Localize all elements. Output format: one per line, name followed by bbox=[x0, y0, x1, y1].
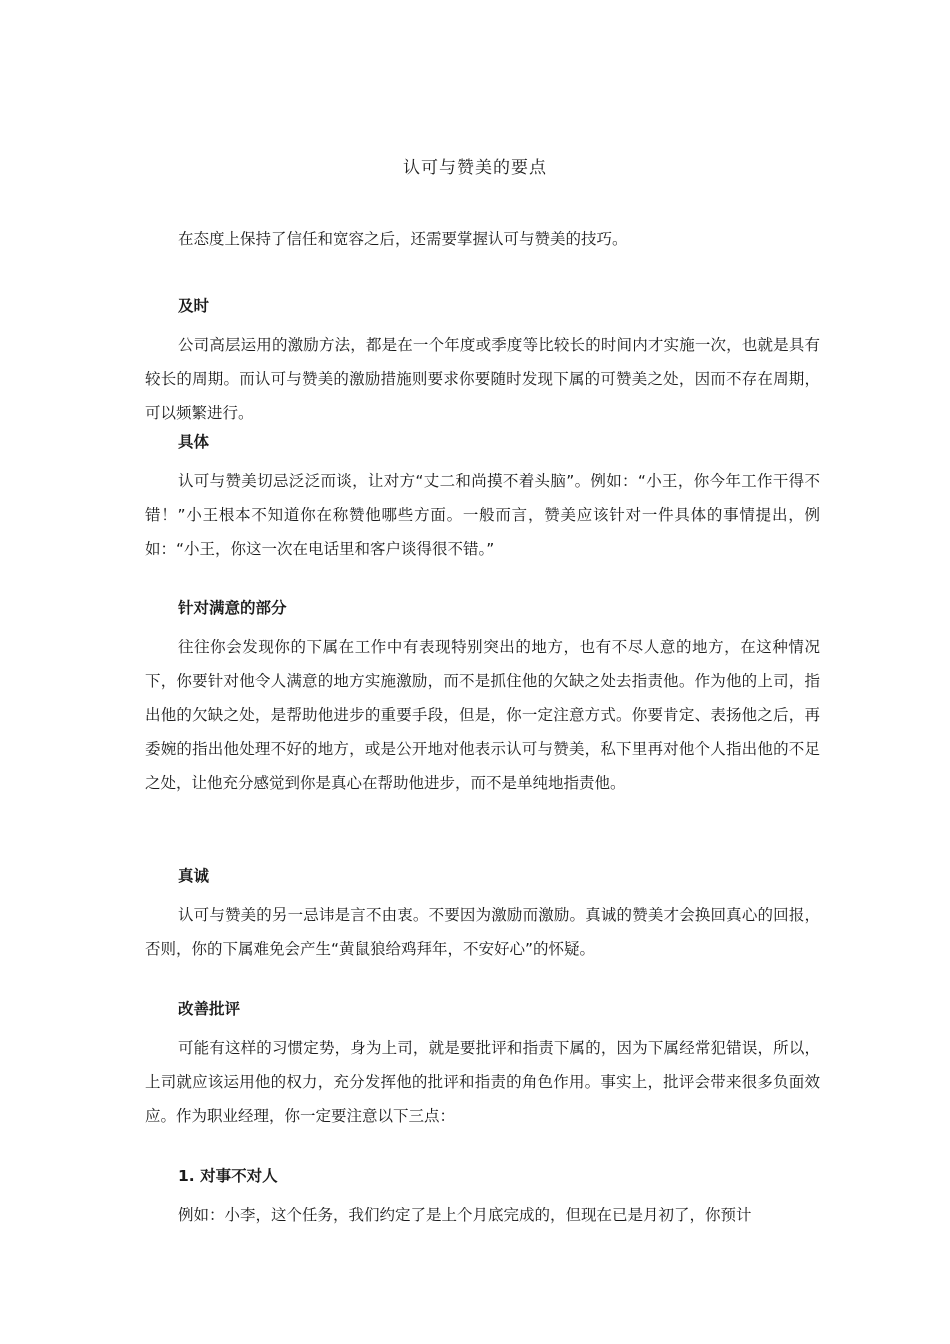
section-paragraph: 认可与赞美切忌泛泛而谈，让对方“丈二和尚摸不着头脑”。例如：“小王，你今年工作干得不错！”小王根本不知道你在称赞他哪些方面。一般而言，赞美应该针对一件具体的事情提出，例如：“小王，你这一次在电话里和客户谈得很不错。” bbox=[145, 472, 820, 558]
section-heading: 改善批评 bbox=[178, 1000, 241, 1018]
section-specific bbox=[145, 430, 820, 566]
section-paragraph: 公司高层运用的激励方法，都是在一个年度或季度等比较长的时间内才实施一次，也就是具有较长的周期。而认可与赞美的激励措施则要求你要随时发现下属的可赞美之处，因而不存在周期，可以频繁进行。 bbox=[145, 336, 820, 422]
section-satisfied-parts bbox=[145, 596, 820, 800]
section-paragraph: 例如：小李，这个任务，我们约定了是上个月底完成的，但现在已是月初了，你预计 bbox=[178, 1206, 752, 1224]
section-timely bbox=[145, 294, 820, 430]
section-heading: 及时 bbox=[178, 297, 210, 315]
section-heading: 真诚 bbox=[178, 867, 210, 885]
section-heading: 针对满意的部分 bbox=[178, 599, 287, 617]
section-improve-criticism bbox=[145, 997, 820, 1133]
section-paragraph: 往往你会发现你的下属在工作中有表现特别突出的地方，也有不尽人意的地方，在这种情况下，你要针对他令人满意的地方实施激励，而不是抓住他的欠缺之处去指责他。作为他的上司，指出他的欠缺之处，是帮助他进步的重要手段，但是，你一定注意方式。你要肯定、表扬他之后，再委婉的指出他处理不好的地方，或是公开地对他表示认可与赞美，私下里再对他个人指出他的不足之处，让他充分感觉到你是真心在帮助他进步，而不是单纯地指责他。 bbox=[145, 638, 820, 792]
section-heading: 1. 对事不对人 bbox=[178, 1167, 278, 1185]
page-title: 认可与赞美的要点 bbox=[403, 158, 547, 178]
intro-paragraph: 在态度上保持了信任和宽容之后，还需要掌握认可与赞美的技巧。 bbox=[178, 230, 628, 248]
section-paragraph: 认可与赞美的另一忌讳是言不由衷。不要因为激励而激励。真诚的赞美才会换回真心的回报，否则，你的下属难免会产生“黄鼠狼给鸡拜年，不安好心”的怀疑。 bbox=[145, 906, 820, 958]
section-issue-not-person bbox=[145, 1164, 820, 1232]
section-sincere bbox=[145, 864, 820, 966]
section-paragraph: 可能有这样的习惯定势，身为上司，就是要批评和指责下属的，因为下属经常犯错误，所以，上司就应该运用他的权力，充分发挥他的批评和指责的角色作用。事实上，批评会带来很多负面效应。作为职业经理，你一定要注意以下三点： bbox=[145, 1039, 820, 1125]
section-heading: 具体 bbox=[178, 433, 210, 451]
